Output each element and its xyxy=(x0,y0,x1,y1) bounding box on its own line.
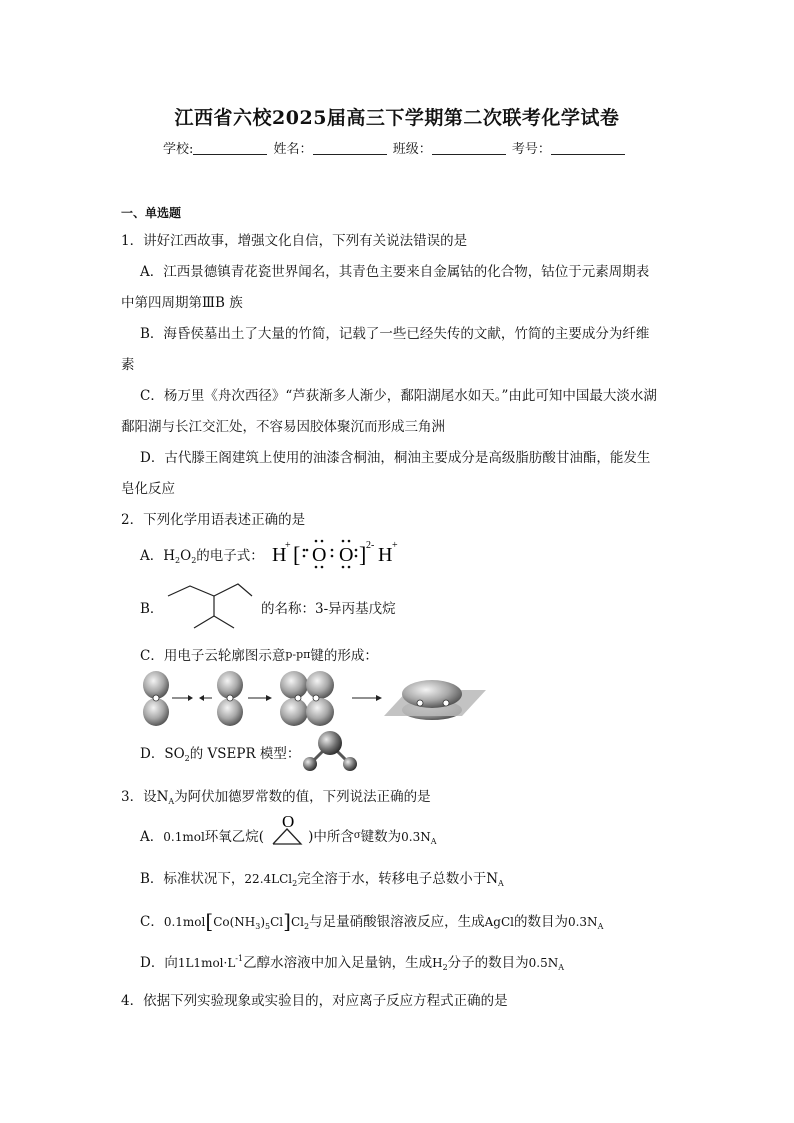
q3-stem-a: A xyxy=(168,797,175,806)
formula-bracket-right: ] xyxy=(359,542,367,567)
q2-stem: 2．下列化学用语表述正确的是 xyxy=(121,512,306,528)
q3-d-sub2: 2 xyxy=(442,963,448,972)
q3-c-bracket-open: [ xyxy=(205,909,214,933)
name-blank xyxy=(313,141,387,155)
q3-c-prefix: C． xyxy=(140,914,164,930)
q3-a-value: 0.3N xyxy=(401,830,431,844)
electron-formula-h2o2 xyxy=(268,536,408,570)
q3-c-mid: 与足量硝酸银溶液反应，生成 xyxy=(309,914,485,930)
q2-d-prefix: D． xyxy=(140,746,165,762)
q3-b-sub2: 2 xyxy=(292,879,298,888)
formula-o2: O xyxy=(339,544,354,566)
q2-option-a xyxy=(140,544,264,565)
q2-option-c xyxy=(140,644,378,664)
q3-b-amount: 22.4LCl xyxy=(244,872,293,886)
q1-option-b-line1: B．海昏侯墓出土了大量的竹简，记载了一些已经失传的文献，竹简的主要成分为纤维 xyxy=(140,326,650,342)
q2-d-suffix: 的 VSEPR 模型： xyxy=(189,746,301,762)
q3-a-name: 环氧乙烷( xyxy=(204,829,265,845)
q1-option-b-line2: 素 xyxy=(121,357,135,373)
formula-bracket-left: [ xyxy=(293,542,301,567)
pi-bond-result xyxy=(384,680,486,720)
q3-a-sigma: σ xyxy=(353,830,361,841)
q2-a-h: H xyxy=(163,548,176,564)
q3-b-a: A xyxy=(498,879,504,888)
student-info-line xyxy=(163,138,627,157)
school-label: 学校: xyxy=(163,142,194,157)
p-orbital-2 xyxy=(217,671,243,726)
q2-a-o: O xyxy=(180,548,192,564)
q3-c-cl: Cl xyxy=(270,915,284,929)
q3-d-value: 0.5N xyxy=(528,956,559,970)
q1-option-c-line1: C．杨万里《舟次西径》“芦荻渐多人渐少，鄱阳湖尾水如天。”由此可知中国最大淡水湖 xyxy=(140,388,657,404)
q3-d-h: H xyxy=(432,956,443,970)
q2-option-d xyxy=(140,742,300,763)
q2-d-sub2: 2 xyxy=(184,754,190,763)
formula-plus-right: + xyxy=(392,540,398,551)
section-heading: 一、单选题 xyxy=(121,206,182,220)
q1-option-a-line2: 中第四周期第ⅢB 族 xyxy=(121,295,243,311)
q3-stem-n: N xyxy=(156,789,169,805)
q3-c-sub2: 2 xyxy=(304,922,310,931)
page-title: 江西省六校2025届高三下学期第二次联考化学试卷 xyxy=(174,107,620,129)
q3-c-value: 0.3N xyxy=(567,915,598,929)
q2-option-b-text: 的名称：3-异丙基戊烷 xyxy=(261,601,396,617)
q3-c-agcl: AgCl xyxy=(484,915,514,929)
q3-b-n: N xyxy=(486,871,499,887)
formula-h-right: H xyxy=(378,544,393,566)
name-label: 姓名： xyxy=(273,142,313,157)
p-p-pi-bond-diagram xyxy=(136,670,492,728)
q3-c-amount: 0.1mol xyxy=(163,915,206,929)
p-orbital-1 xyxy=(143,671,169,726)
q2-a-suffix: 的电子式： xyxy=(196,548,264,564)
school-blank xyxy=(193,141,267,155)
q1-stem: 1．讲好江西故事，增强文化自信，下列有关说法错误的是 xyxy=(121,233,468,249)
q3-d-mid: 乙醇水溶液中加入足量钠，生成 xyxy=(243,955,433,971)
q1-option-d-line2: 皂化反应 xyxy=(121,481,175,497)
q3-a-mid: )中所含 xyxy=(308,829,354,845)
q3-a-value-sub: A xyxy=(430,837,437,846)
q3-a-prefix: A． xyxy=(140,829,164,845)
q3-c-sub3: 3 xyxy=(255,922,261,931)
formula-plus-left: + xyxy=(285,540,291,551)
q2-a-sub2b: 2 xyxy=(191,556,197,565)
epoxide-structure xyxy=(266,812,312,848)
class-label: 班级： xyxy=(392,142,432,157)
class-blank xyxy=(432,141,506,155)
q3-c-cl2: Cl xyxy=(290,915,304,929)
q3-a-bond: 键数为 xyxy=(360,829,402,845)
formula-h-left: H xyxy=(272,544,287,566)
q3-d-mid2: 分子的数目为 xyxy=(447,955,529,971)
q3-c-suffix: 的数目为 xyxy=(513,914,568,930)
q4-stem: 4．依据下列实验现象或实验目的，对应离子反应方程式正确的是 xyxy=(121,993,508,1009)
q3-stem xyxy=(121,785,431,806)
q3-d-value-sub: A xyxy=(558,963,565,972)
q2-d-so: SO xyxy=(164,746,185,762)
q3-option-c xyxy=(140,909,603,933)
q2-c-suffix: 键的形成： xyxy=(310,648,378,664)
q3-c-sub5: 5 xyxy=(265,922,271,931)
q3-option-d xyxy=(140,951,564,972)
q2-option-b-prefix: B． xyxy=(140,601,164,617)
q3-stem-prefix: 3．设 xyxy=(121,789,157,805)
formula-charge: 2- xyxy=(366,540,375,551)
q2-c-prefix: C．用电子云轮廓图示意 xyxy=(140,648,286,664)
q3-b-prefix: B．标准状况下， xyxy=(140,871,245,887)
q1-option-c-line2: 鄱阳湖与长江交汇处，不容易因胶体聚沉而形成三角洲 xyxy=(121,419,445,435)
q1-option-d-line1: D．古代滕王阁建筑上使用的油漆含桐油，桐油主要成分是高级脂肪酸甘油酯，能发生 xyxy=(140,450,651,466)
q3-c-paren-close: ) xyxy=(260,915,266,929)
skeletal-structure-3-isopropylpentane xyxy=(160,578,260,634)
q2-a-prefix: A． xyxy=(140,548,164,564)
q3-b-suffix: 完全溶于水，转移电子总数小于 xyxy=(297,871,487,887)
q3-option-b xyxy=(140,867,504,888)
q3-stem-suffix: 为阿伏加德罗常数的值，下列说法正确的是 xyxy=(174,789,431,805)
q2-a-sub2: 2 xyxy=(175,556,181,565)
q3-c-bracket-close: ] xyxy=(283,909,291,933)
q3-d-exp: -1 xyxy=(235,954,244,963)
q2-c-pp-pi: p-pπ xyxy=(285,648,311,661)
formula-o1: O xyxy=(312,544,327,566)
q3-a-amount: 0.1mol xyxy=(163,830,205,844)
exam-number-label: 考号： xyxy=(511,142,551,157)
exam-number-blank xyxy=(551,141,625,155)
epoxide-oxygen: O xyxy=(282,812,295,831)
q1-option-a-line1: A．江西景德镇青花瓷世界闻名，其青色主要来自金属钴的化合物，钴位于元素周期表 xyxy=(140,264,650,280)
q3-c-complex: Co(NH xyxy=(213,915,256,929)
q3-d-prefix: D．向 xyxy=(140,955,178,971)
q3-c-value-sub: A xyxy=(597,922,604,931)
q3-d-conc: 1L1mol·L xyxy=(177,956,236,970)
p-orbitals-overlapping xyxy=(280,671,334,726)
so2-vsepr-model xyxy=(296,728,366,774)
